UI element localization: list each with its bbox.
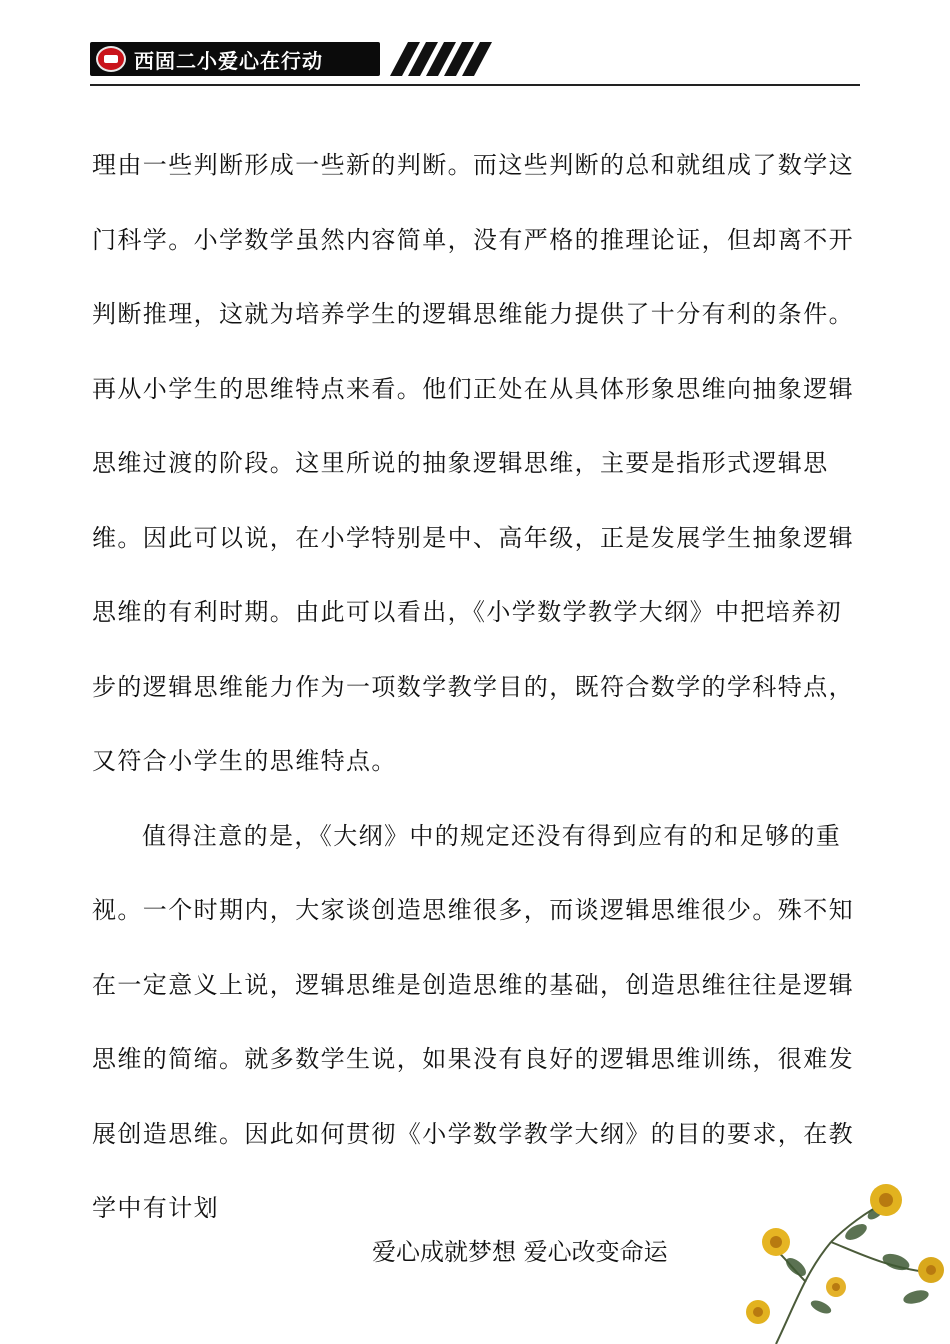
header-rule — [90, 84, 860, 86]
paragraph-2: 值得注意的是，《大纲》中的规定还没有得到应有的和足够的重视。一个时期内，大家谈创造思维很多，而谈逻辑思维很少。殊不知在一定意义上说，逻辑思维是创造思维的基础，创造思维往往是逻辑思维的简缩。就多数学生说，如果没有良好的逻辑思维训练，很难发展创造思维。因此如何贯彻《小学数学教学大纲》的目的要求，在教学中有计划 — [92, 821, 854, 1222]
article-body — [92, 128, 862, 1246]
header-banner — [90, 42, 380, 76]
header-stripes-decoration — [382, 42, 492, 76]
footer-slogan: 爱心成就梦想 爱心改变命运 — [372, 1238, 668, 1266]
header-title: 西固二小爱心在行动 — [134, 48, 323, 73]
school-logo — [96, 46, 126, 72]
chrysanthemum-flower-icon — [736, 1172, 950, 1344]
page-header — [90, 42, 860, 86]
paragraph-1: 理由一些判断形成一些新的判断。而这些判断的总和就组成了数学这门科学。小学数学虽然内容简单，没有严格的推理论证，但却离不开判断推理，这就为培养学生的逻辑思维能力提供了十分有利的条件。再从小学生的思维特点来看。他们正处在从具体形象思维向抽象逻辑思维过渡的阶段。这里所说的抽象逻辑思维，主要是指形式逻辑思维。因此可以说，在小学特别是中、高年级，正是发展学生抽象逻辑思维的有利时期。由此可以看出，《小学数学教学大纲》中把培养初步的逻辑思维能力作为一项数学教学目的，既符合数学的学科特点，又符合小学生的思维特点。 — [92, 151, 854, 775]
